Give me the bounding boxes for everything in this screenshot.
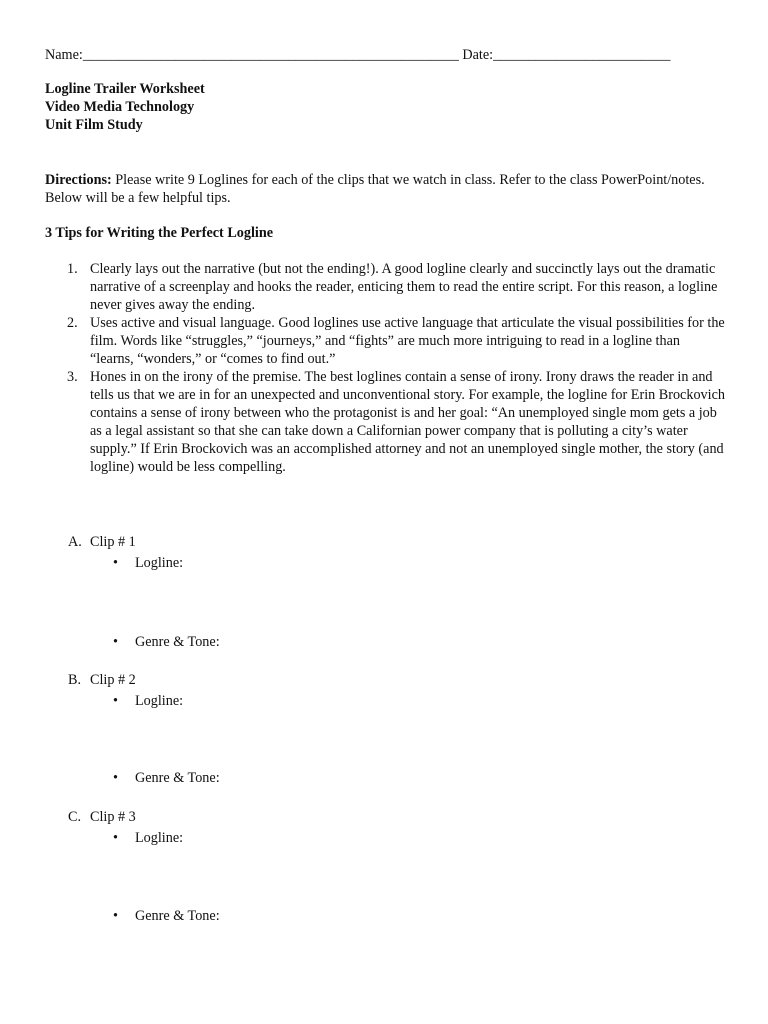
- tip-number: 1.: [67, 261, 78, 277]
- worksheet-title: Logline Trailer Worksheet: [45, 81, 205, 97]
- logline-field[interactable]: [113, 829, 183, 847]
- clip-heading: [68, 671, 136, 689]
- logline-field[interactable]: [113, 692, 183, 710]
- bullet-icon: •: [113, 693, 118, 709]
- clip-title: Clip # 1: [90, 534, 136, 550]
- tip-item: [45, 260, 725, 314]
- clip-section-b: [68, 671, 136, 689]
- tip-item: [45, 368, 725, 476]
- worksheet-titles: [45, 80, 205, 134]
- directions-label: Directions:: [45, 172, 112, 188]
- clip-letter: B.: [68, 672, 82, 688]
- logline-label: Logline:: [135, 555, 184, 571]
- clip-letter: C.: [68, 809, 82, 825]
- genre-tone-field[interactable]: [113, 769, 220, 787]
- logline-label: Logline:: [135, 830, 184, 846]
- clip-heading: [68, 808, 136, 826]
- tips-list: [45, 260, 725, 476]
- bullet-icon: •: [113, 555, 118, 571]
- genre-tone-label: Genre & Tone:: [135, 770, 220, 786]
- bullet-icon: •: [113, 908, 118, 924]
- clip-section-a: [68, 533, 136, 551]
- tip-text: Hones in on the irony of the premise. The best loglines contain a sense of irony. Irony draws the reader in and tells us that we are in for an unexpected and unconventional story. For example, the logline for Erin Brockovich contains a sense of irony between who the protagonist is and her goal: “An unemployed single mom gets a job as a legal assistant so that she can take down a Californian power company that is polluting a city’s water supply.” If Erin Brockovich was an accomplished attorney and not an unemployed single mother, the story (and logline) would be less compelling.: [90, 369, 725, 475]
- genre-tone-field[interactable]: [113, 907, 220, 925]
- clip-section-c: [68, 808, 136, 826]
- unit-title: Unit Film Study: [45, 117, 143, 133]
- clip-title: Clip # 2: [90, 672, 136, 688]
- tip-item: [45, 314, 725, 368]
- logline-label: Logline:: [135, 693, 184, 709]
- genre-tone-field[interactable]: [113, 633, 220, 651]
- name-label: Name:: [45, 47, 83, 63]
- date-blank[interactable]: _________________________: [493, 47, 671, 63]
- name-blank[interactable]: _____________________________________________________: [82, 47, 459, 63]
- directions-paragraph: [45, 171, 705, 207]
- bullet-icon: •: [113, 634, 118, 650]
- tip-number: 3.: [67, 369, 78, 385]
- genre-tone-label: Genre & Tone:: [135, 634, 220, 650]
- course-title: Video Media Technology: [45, 99, 195, 115]
- logline-field[interactable]: [113, 554, 183, 572]
- clip-letter: A.: [68, 534, 82, 550]
- directions-text: Please write 9 Loglines for each of the clips that we watch in class. Refer to the class PowerPoint/notes. Below will be a few helpful tips.: [45, 172, 705, 206]
- clip-heading: [68, 533, 136, 551]
- tip-text: Clearly lays out the narrative (but not the ending!). A good logline clearly and succinctly lays out the dramatic narrative of a screenplay and hooks the reader, enticing them to read the entire script. For this reason, a logline never gives away the ending.: [90, 261, 718, 313]
- bullet-icon: •: [113, 770, 118, 786]
- tip-text: Uses active and visual language. Good loglines use active language that articulate the visual possibilities for the film. Words like “struggles,” “journeys,” and “fights” are much more intriguing to read in a logline than “learns, “wonders,” or “comes to find out.”: [90, 315, 725, 367]
- tip-number: 2.: [67, 315, 78, 331]
- tips-heading: 3 Tips for Writing the Perfect Logline: [45, 225, 274, 241]
- clip-title: Clip # 3: [90, 809, 136, 825]
- genre-tone-label: Genre & Tone:: [135, 908, 220, 924]
- date-label: Date:: [462, 47, 494, 63]
- name-date-line: [45, 46, 735, 64]
- bullet-icon: •: [113, 830, 118, 846]
